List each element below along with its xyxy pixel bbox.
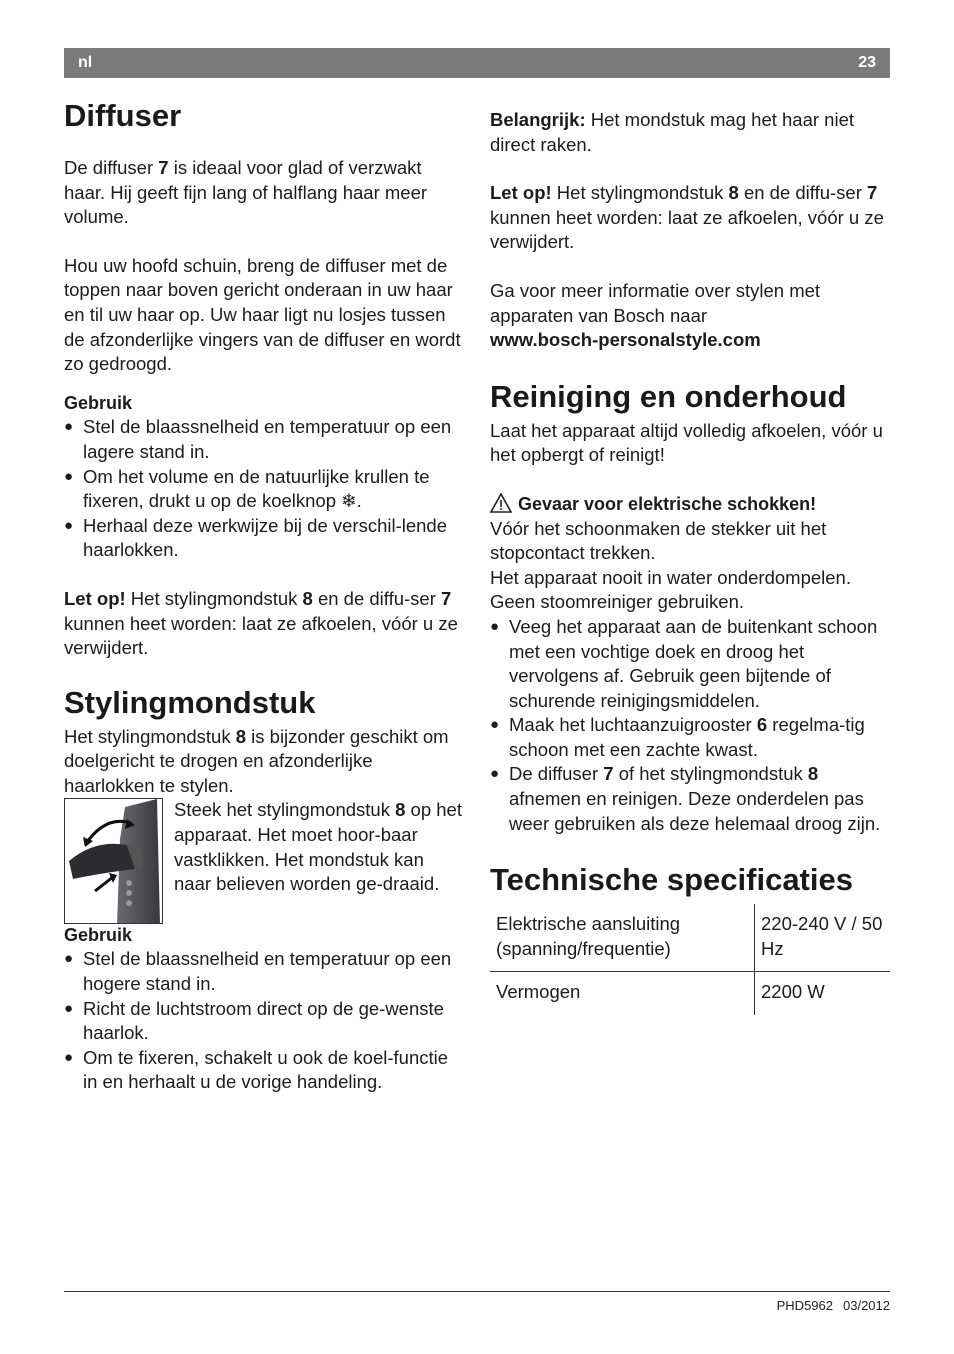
stylingmondstuk-gebruik-label: Gebruik [64,924,133,945]
warning-text-1: Vóór het schoonmaken de stekker uit het stopcontact trekken. [490,517,827,564]
page-number: 23 [858,54,876,71]
footer-divider [64,1291,890,1292]
right-column [490,108,892,1015]
figure-row [64,798,464,896]
publication-date: 03/2012 [843,1298,890,1313]
list-item: ● Richt de luchtstroom direct op de ge-wenste haarlok. [64,997,464,1046]
spec-value: 2200 W [755,972,891,1015]
table-row [490,904,890,972]
spec-label: Elektrische aansluiting (spanning/frequentie) [490,904,755,972]
page-header-bar [64,48,890,78]
diffuser-heading: Diffuser [64,98,182,133]
left-column [64,96,464,1095]
list-item: ● Om het volume en de natuurlijke krullen te fixeren, drukt u op de koelknop ❄. [64,465,464,514]
warning-heading: Gevaar voor elektrische schokken! [490,492,892,517]
reiniging-heading: Reiniging en onderhoud [490,378,847,414]
info-paragraph: Ga voor meer informatie over stylen met apparaten van Bosch naar [490,279,821,326]
list-item: ● Herhaal deze werkwijze bij de verschil-lende haarlokken. [64,514,464,563]
spec-value: 220-240 V / 50 Hz [755,904,891,972]
specifications-table [490,904,890,1015]
language-code: nl [78,54,93,71]
list-item: ● Stel de blaassnelheid en temperatuur op een hogere stand in. [64,947,464,996]
table-row [490,972,890,1015]
warning-triangle-icon [490,493,512,513]
spec-label: Vermogen [496,981,581,1003]
warning-text-2: Het apparaat nooit in water onderdompelen. Geen stoomreiniger gebruiken. [490,566,851,613]
page-footer [777,1298,890,1313]
list-item: ● Stel de blaassnelheid en temperatuur op een lagere stand in. [64,415,464,464]
list-item: ● Veeg het apparaat aan de buitenkant schoon met een vochtige doek en droog het vervolgens af. Gebruik geen bijtende of schurende reinigingsmiddelen. [490,615,892,713]
belangrijk-note: Belangrijk: Het mondstuk mag het haar niet direct raken. [490,109,855,155]
diffuser-paragraph-1: De diffuser 7 is ideaal voor glad of verzwakt haar. Hij geeft fijn lang of halflang haar meer volume. [64,157,428,228]
diffuser-paragraph-2: Hou uw hoofd schuin, breng de diffuser met de toppen naar boven gericht onderaan in uw haar en til uw haar op. Uw haar ligt nu losjes tussen de afzonderlijke vingers van de diffuser en wordt zo gedroogd. [64,254,461,375]
list-item: ● Maak het luchtaanzuigrooster 6 regelma-tig schoon met een zachte kwast. [490,713,892,762]
reiniging-intro: Laat het apparaat altijd volledig afkoelen, vóór u het opbergt of reinigt! [490,419,883,466]
right-caution: Let op! Het stylingmondstuk 8 en de diffu-ser 7 kunnen heet worden: laat ze afkoelen, vóór u ze verwijdert. [490,182,884,253]
stylingmondstuk-heading: Stylingmondstuk [64,684,316,720]
list-item: ● De diffuser 7 of het stylingmondstuk 8 afnemen en reinigen. Deze onderdelen pas weer gebruiken als deze helemaal droog zijn. [490,762,892,836]
stylingmondstuk-gebruik-list [64,947,464,1095]
diffuser-gebruik-list [64,415,464,563]
diffuser-caution: Let op! Het stylingmondstuk 8 en de diffu-ser 7 kunnen heet worden: laat ze afkoelen, vóór u ze verwijdert. [64,587,458,659]
diffuser-gebruik-label: Gebruik [64,392,133,413]
stylingmondstuk-intro: Het stylingmondstuk 8 is bijzonder geschikt om doelgericht te drogen en afzonderlijke haarlokken te stylen. [64,725,449,796]
model-number: PHD5962 [776,1298,833,1313]
specificaties-heading: Technische specificaties [490,862,853,898]
stylingmondstuk-figure-text: Steek het stylingmondstuk 8 op het apparaat. Het moet hoor-baar vastklikken. Het mondstuk kan naar believen worden ge-draaid. [174,799,462,895]
reiniging-list [490,615,892,836]
bosch-website-link[interactable]: www.bosch-personalstyle.com [490,329,761,351]
list-item: ● Om te fixeren, schakelt u ook de koel-functie in en herhaalt u de vorige handeling. [64,1046,464,1095]
hairdryer-nozzle-rotate-icon [64,798,163,924]
